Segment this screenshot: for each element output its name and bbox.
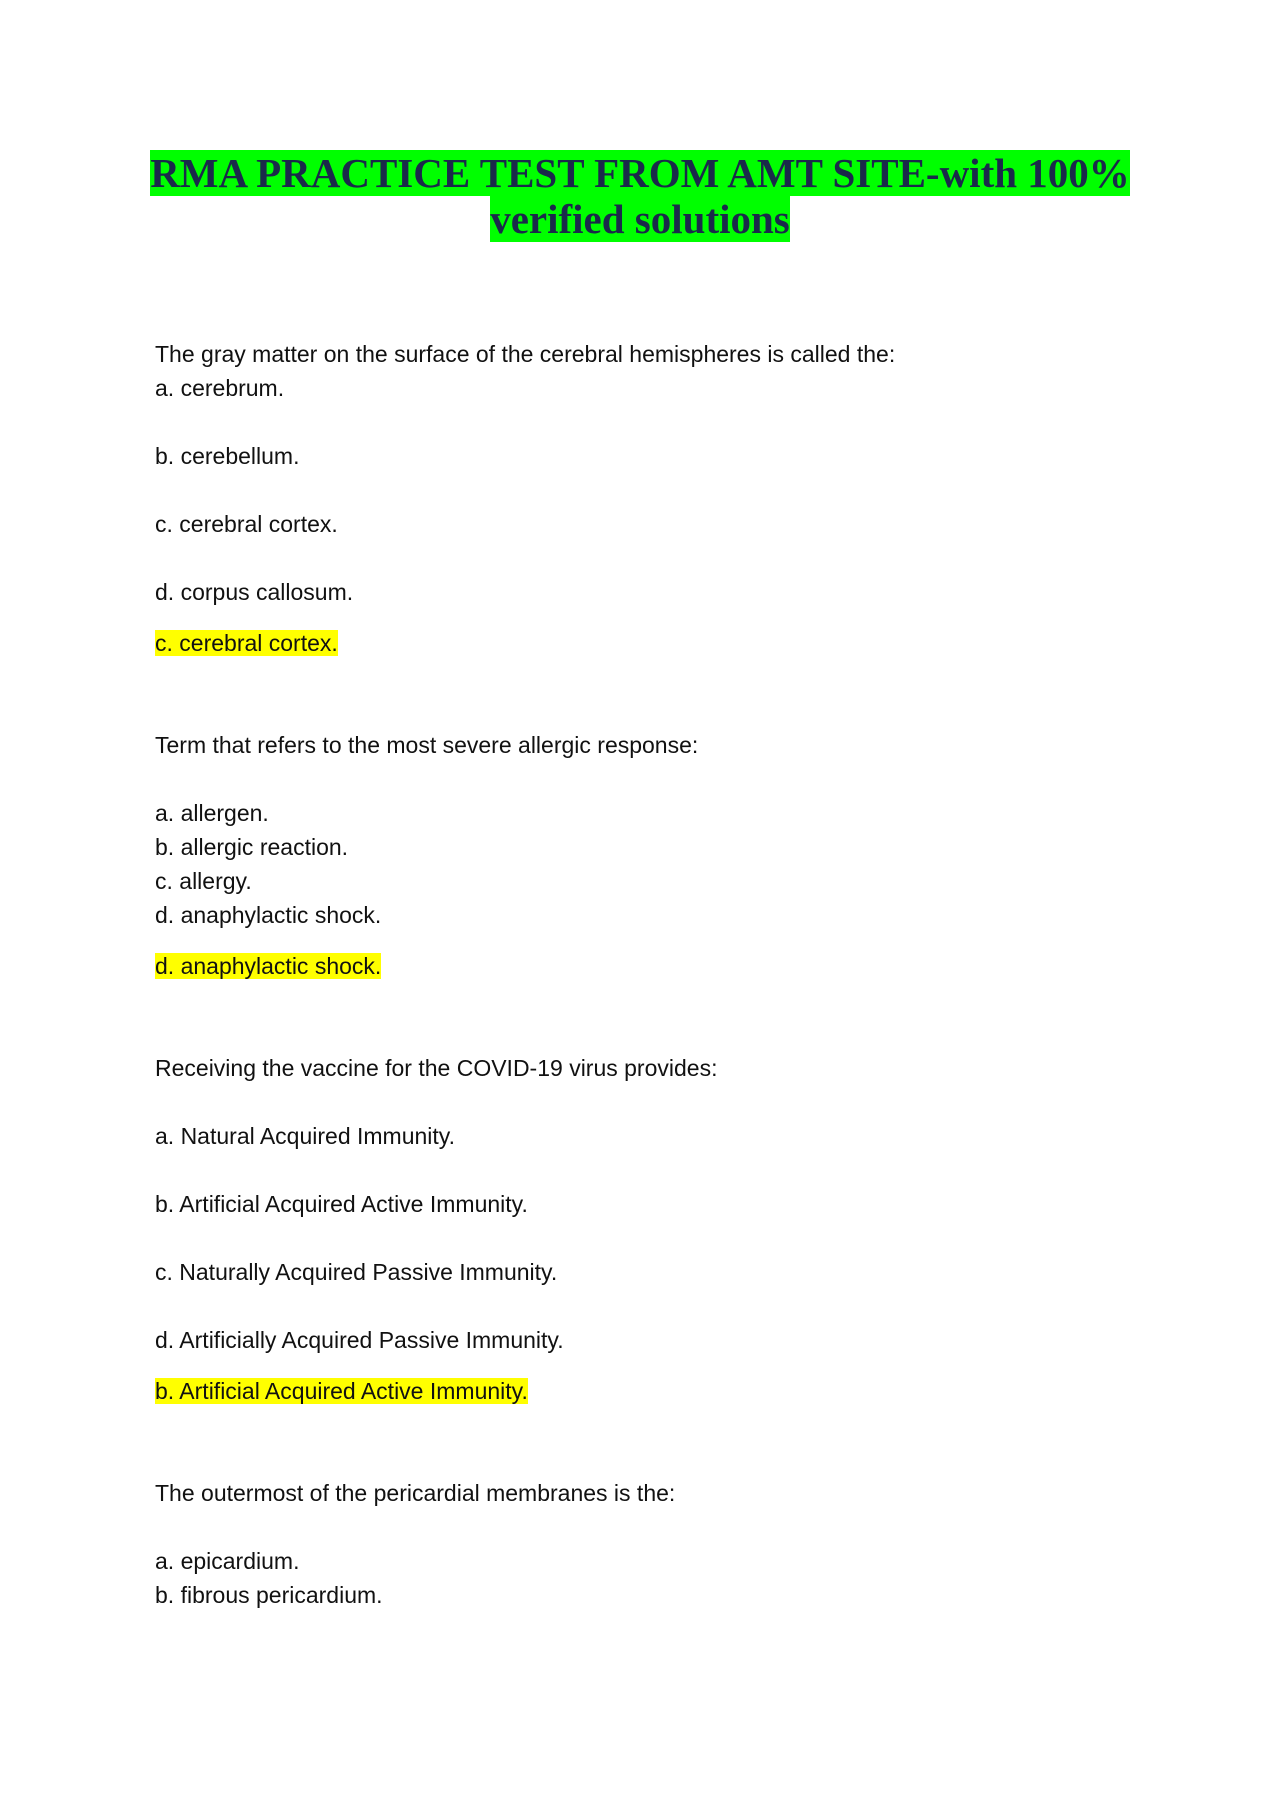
answer-option: b. Artificial Acquired Active Immunity. (155, 1191, 528, 1217)
question-prompt: Receiving the vaccine for the COVID-19 virus provides: (155, 1055, 718, 1081)
answer-option: d. Artificially Acquired Passive Immunity. (155, 1327, 564, 1353)
answer-option: a. Natural Acquired Immunity. (155, 1123, 455, 1149)
correct-answer-text: c. cerebral cortex. (155, 630, 338, 656)
answer-option: a. cerebrum. (155, 375, 285, 401)
question-block-4 (155, 1476, 1155, 1612)
question-block-1 (155, 337, 1155, 660)
question-prompt: The gray matter on the surface of the cerebral hemispheres is called the: (155, 341, 896, 367)
correct-answer (155, 949, 1155, 983)
answer-option: b. cerebellum. (155, 443, 300, 469)
correct-answer (155, 626, 1155, 660)
question-prompt: Term that refers to the most severe allergic response: (155, 732, 699, 758)
correct-answer-text: b. Artificial Acquired Active Immunity. (155, 1378, 528, 1404)
answer-option: d. anaphylactic shock. (155, 902, 382, 928)
answer-option: c. cerebral cortex. (155, 511, 338, 537)
correct-answer (155, 1374, 1155, 1408)
document-title (150, 150, 1130, 242)
answer-option: c. allergy. (155, 868, 252, 894)
title-line-2: verified solutions (490, 196, 790, 242)
correct-answer-text: d. anaphylactic shock. (155, 953, 382, 979)
question-block-2 (155, 728, 1155, 983)
answer-option: b. fibrous pericardium. (155, 1582, 383, 1608)
answer-option: b. allergic reaction. (155, 834, 349, 860)
question-block-3 (155, 1051, 1155, 1408)
title-line-1: RMA PRACTICE TEST FROM AMT SITE-with 100% (150, 150, 1130, 196)
answer-option: a. allergen. (155, 800, 269, 826)
answer-option: d. corpus callosum. (155, 579, 354, 605)
answer-option: a. epicardium. (155, 1548, 300, 1574)
answer-option: c. Naturally Acquired Passive Immunity. (155, 1259, 558, 1285)
question-list (155, 337, 1155, 1612)
question-prompt: The outermost of the pericardial membranes is the: (155, 1480, 676, 1506)
